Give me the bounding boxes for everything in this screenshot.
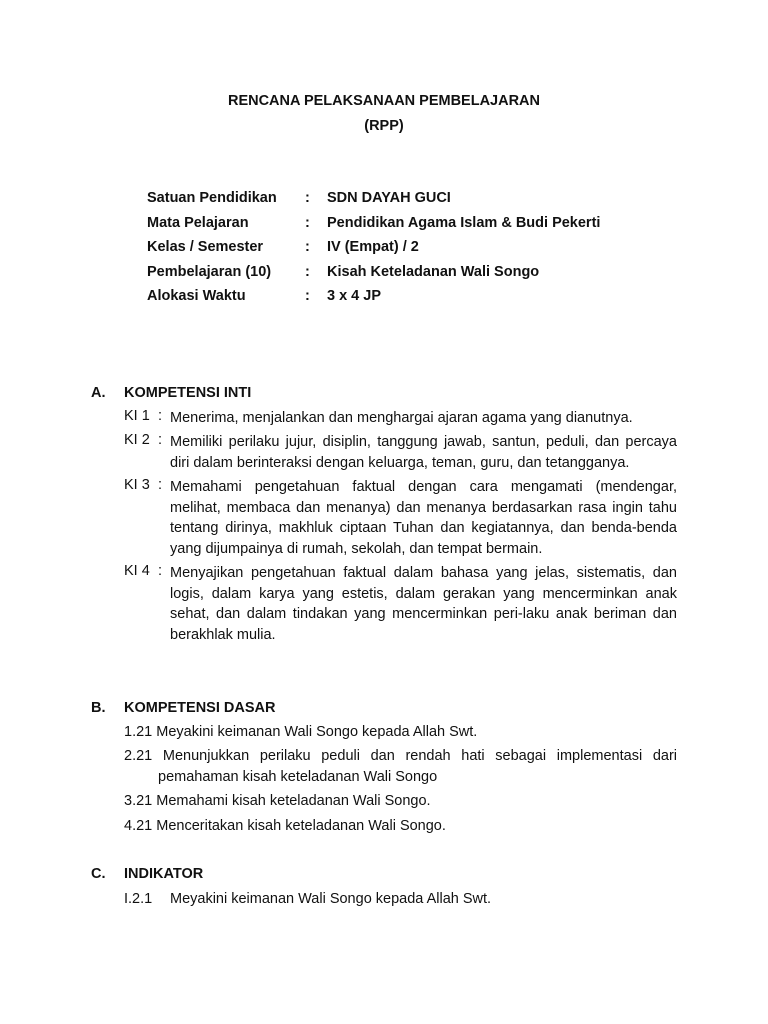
ki-separator: : [158, 477, 163, 493]
identity-label: Mata Pelajaran [147, 214, 249, 231]
kd-text: Memahami kisah keteladanan Wali Songo. [156, 793, 431, 809]
section-b-letter: B. [91, 700, 106, 716]
ki-item [124, 563, 677, 645]
ki-code: KI 1 [124, 408, 150, 424]
ki-text: Memahami pengetahuan faktual dengan cara mengamati (mendengar, melihat, membaca dan menanya) dan menanya berdasarkan rasa ingin tahu tentang dirinya, makhluk ciptaan Tuhan dan kegiatannya, dan benda-benda yang dijumpainya di rumah, sekolah, dan tempat bermain. [170, 479, 677, 557]
kd-item [124, 791, 677, 812]
section-c-heading: INDIKATOR [124, 866, 204, 882]
ki-separator: : [158, 408, 163, 424]
indicator-number: I.2.1 [124, 891, 153, 907]
identity-colon: : [305, 214, 310, 231]
kd-item [124, 816, 677, 837]
indicator-item [124, 891, 491, 907]
ki-separator: : [158, 563, 163, 579]
kd-text-continued: pemahaman kisah keteladanan Wali Songo [158, 768, 438, 785]
kd-text: Menceritakan kisah keteladanan Wali Songo. [156, 818, 446, 834]
ki-separator: : [158, 432, 163, 448]
identity-label: Satuan Pendidikan [147, 190, 277, 206]
ki-code: KI 4 [124, 563, 150, 579]
ki-text: Menyajikan pengetahuan faktual dalam bahasa yang jelas, sistematis, dan logis, dalam karya yang estetis, dalam gerakan yang mencerminkan anak sehat, dan dalam tindakan yang mencerminkan peri-laku anak beriman dan berakhlak mulia. [170, 565, 677, 643]
identity-colon: : [305, 263, 310, 280]
section-c-letter: C. [91, 866, 106, 882]
ki-item [124, 432, 677, 473]
section-a-heading: KOMPETENSI INTI [124, 385, 252, 401]
identity-label: Alokasi Waktu [147, 288, 246, 304]
identity-label: Pembelajaran (10) [147, 263, 272, 280]
identity-value: Pendidikan Agama Islam & Budi Pekerti [327, 214, 601, 231]
kd-number: 4.21 [124, 818, 153, 834]
identity-colon: : [305, 190, 310, 206]
section-a-letter: A. [91, 385, 106, 401]
ki-code: KI 2 [124, 432, 150, 448]
ki-code: KI 3 [124, 477, 150, 493]
identity-colon: : [305, 288, 310, 304]
kd-line-1 [124, 746, 677, 767]
document-subtitle: (RPP) [364, 118, 404, 134]
kd-item [124, 722, 677, 743]
ki-text: Memiliki perilaku jujur, disiplin, tanggung jawab, santun, peduli, dan percaya diri dalam berinteraksi dengan keluarga, teman, guru, dan tetangganya. [170, 434, 677, 471]
identity-label: Kelas / Semester [147, 239, 264, 255]
ki-text: Menerima, menjalankan dan menghargai ajaran agama yang dianutnya. [170, 410, 633, 426]
section-b-heading: KOMPETENSI DASAR [124, 700, 276, 716]
indicator-text: Meyakini keimanan Wali Songo kepada Allah Swt. [170, 891, 492, 907]
kd-item [124, 746, 677, 787]
kd-text: Menunjukkan perilaku peduli dan rendah hati sebagai implementasi dari [162, 748, 678, 764]
identity-value: 3 x 4 JP [327, 288, 382, 304]
identity-value: SDN DAYAH GUCI [327, 190, 451, 206]
kd-number: 3.21 [124, 793, 153, 809]
kd-text: Meyakini keimanan Wali Songo kepada Allah Swt. [156, 724, 478, 740]
identity-value: Kisah Keteladanan Wali Songo [327, 263, 540, 280]
identity-value: IV (Empat) / 2 [327, 239, 419, 255]
identity-colon: : [305, 239, 310, 255]
kd-number: 2.21 [124, 748, 153, 764]
ki-item [124, 408, 677, 429]
document-title: RENCANA PELAKSANAAN PEMBELAJARAN [227, 93, 541, 109]
ki-item [124, 477, 677, 559]
kd-number: 1.21 [124, 724, 153, 740]
